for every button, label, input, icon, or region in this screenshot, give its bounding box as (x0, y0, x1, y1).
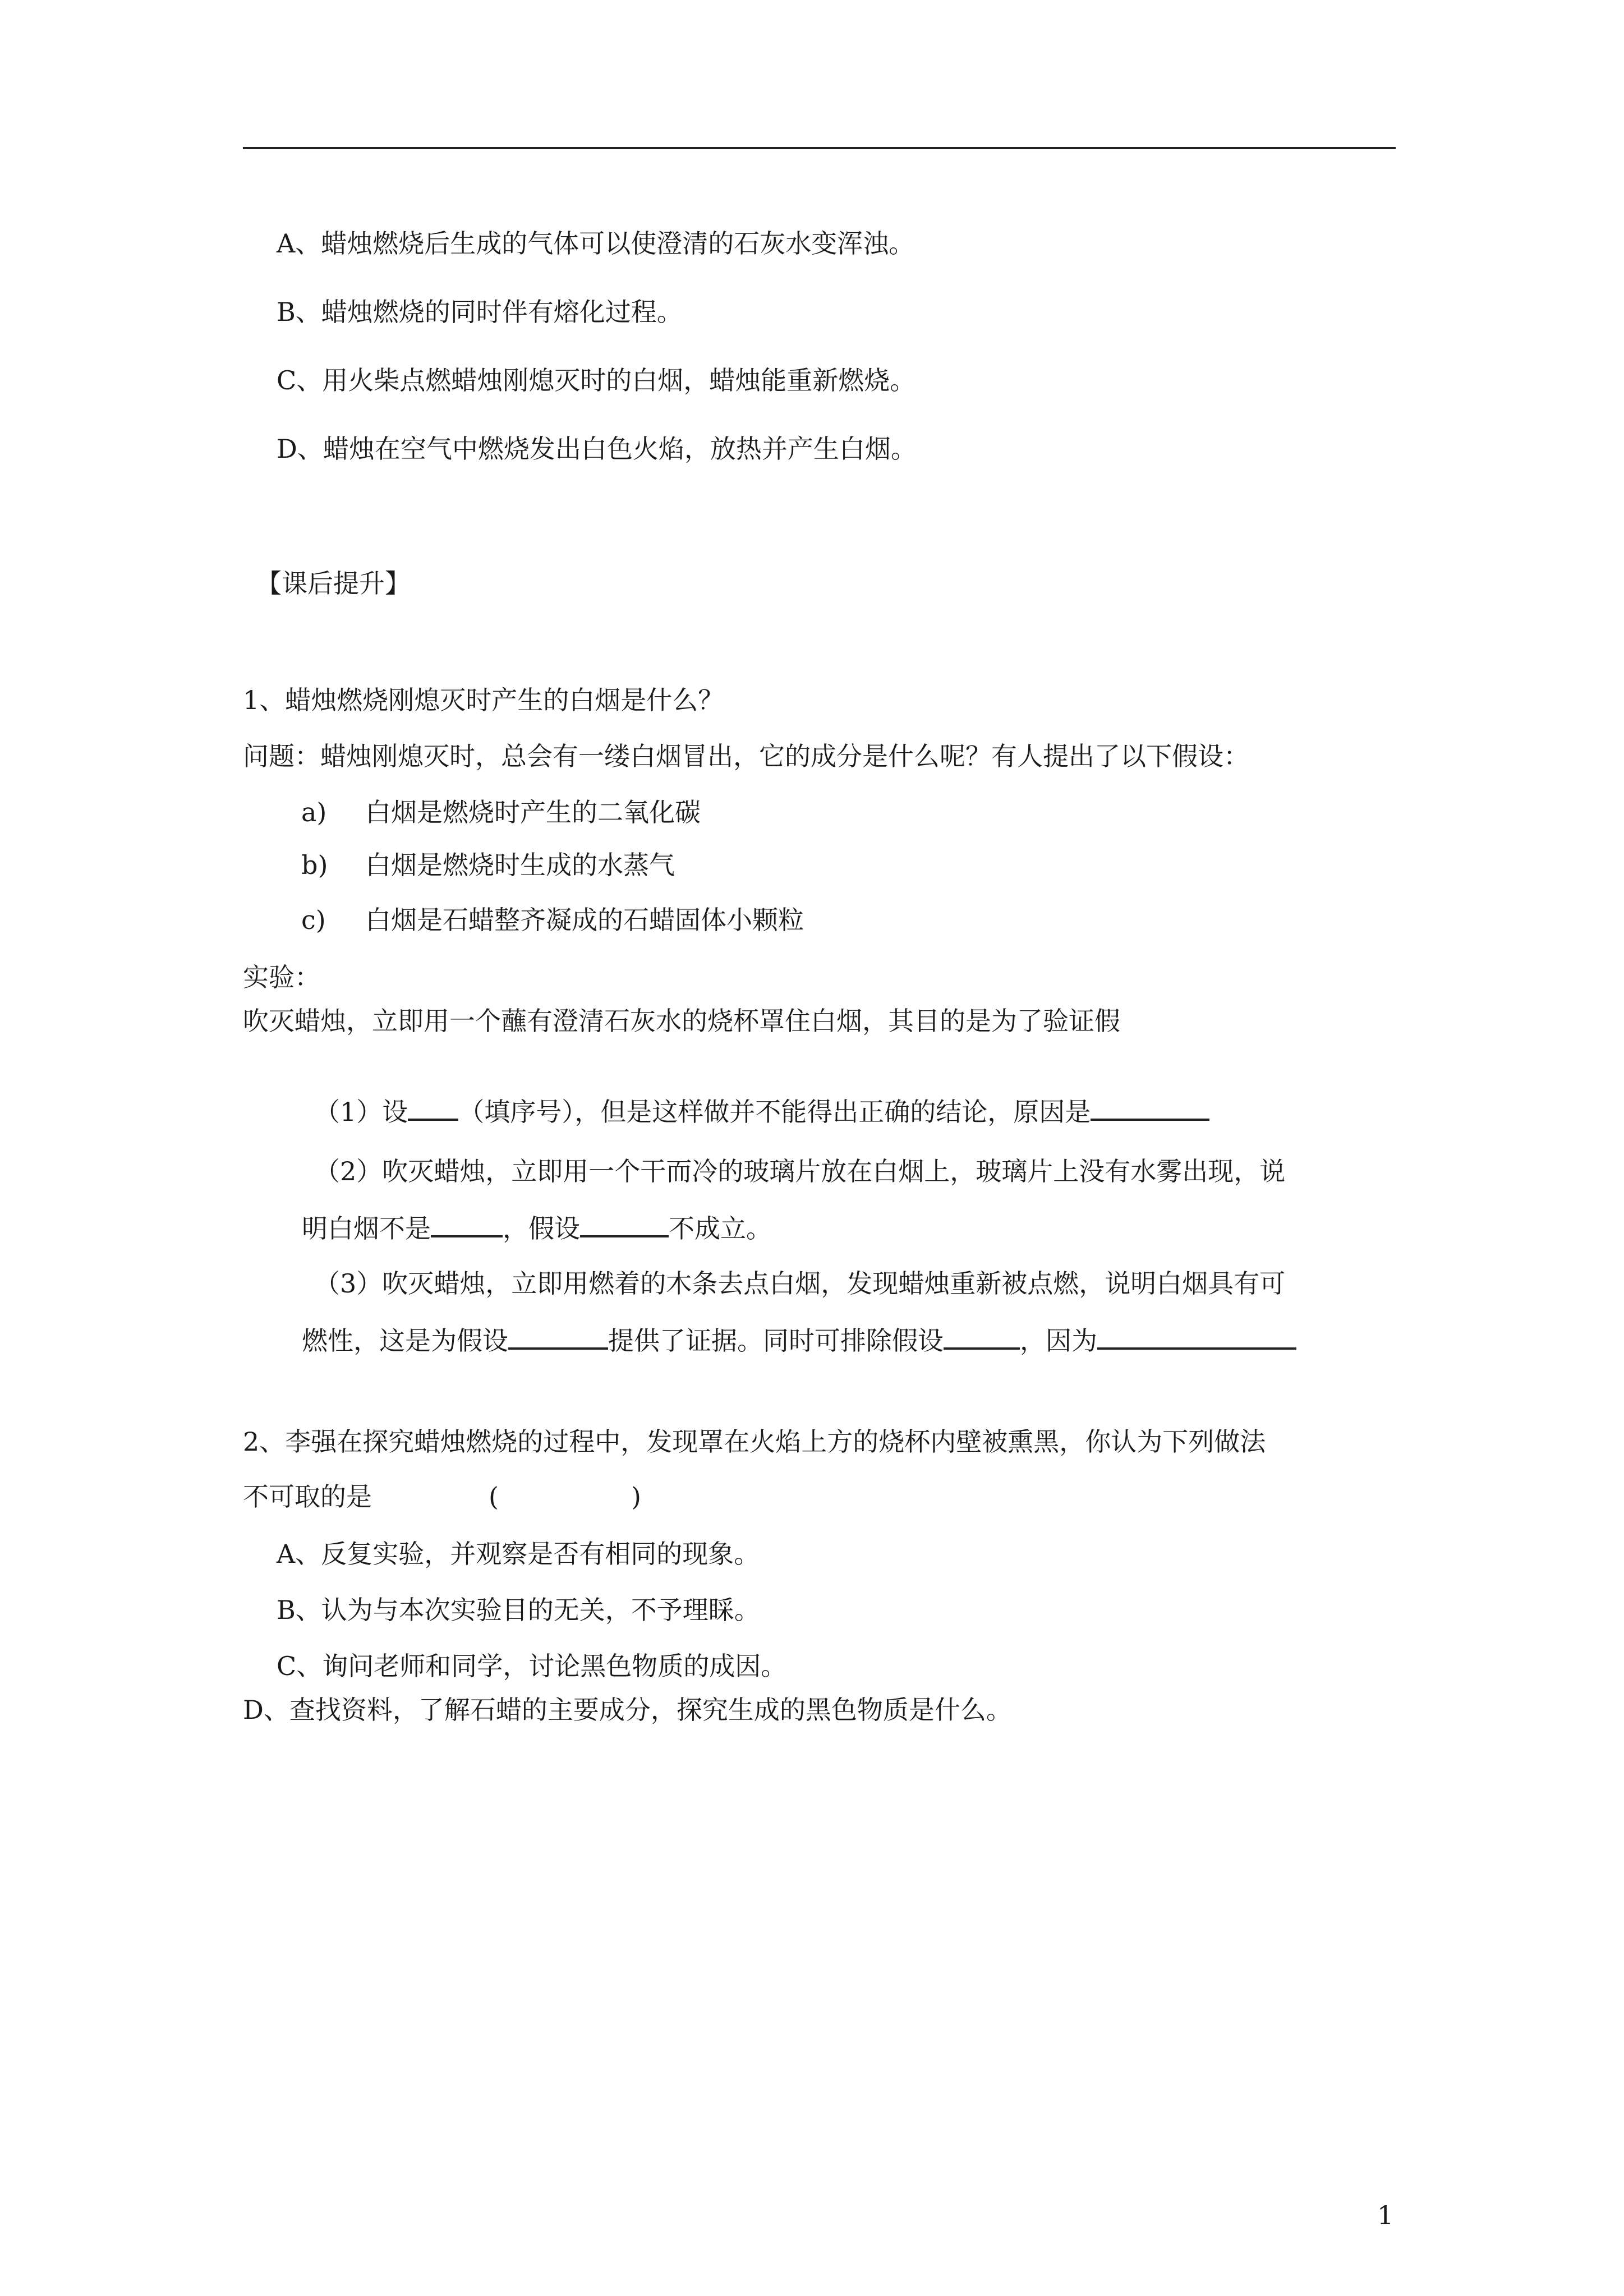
blank-reason[interactable] (1091, 1094, 1209, 1121)
option-b: B、蜡烛燃烧的同时伴有熔化过程。 (277, 297, 683, 327)
answer-slot[interactable] (499, 1481, 631, 1506)
option-c: C、用火柴点燃蜡烛刚熄灭时的白烟，蜡烛能重新燃烧。 (277, 365, 916, 395)
q1-part1-text-a: （1）设 (314, 1097, 408, 1127)
experiment-line: 吹灭蜡烛，立即用一个蘸有澄清石灰水的烧杯罩住白烟，其目的是为了验证假 (243, 1006, 1120, 1036)
q1-part2-line1: （2）吹灭蜡烛，立即用一个干而冷的玻璃片放在白烟上，玻璃片上没有水雾出现，说 (314, 1156, 1286, 1186)
q1-title: 1、蜡烛燃烧刚熄灭时产生的白烟是什么？ (243, 685, 724, 715)
section-title: 【课后提升】 (256, 568, 411, 599)
q1-part1 (314, 1094, 1209, 1129)
option-a: A、蜡烛燃烧后生成的气体可以使澄清的石灰水变浑浊。 (277, 228, 915, 259)
hypothesis-a-marker: a) (301, 797, 327, 827)
experiment-label: 实验： (243, 962, 320, 992)
hypothesis-c-marker: c) (301, 905, 326, 935)
page-number: 1 (1377, 2200, 1394, 2230)
q1-part3-text-c: ，因为 (1020, 1326, 1097, 1356)
q2-line1: 2、李强在探究蜡烛燃烧的过程中，发现罩在火焰上方的烧杯内壁被熏黑，你认为下列做法 (243, 1427, 1266, 1457)
q1-part3-line2 (302, 1323, 1296, 1358)
option-d: D、蜡烛在空气中燃烧发出白色火焰，放热并产生白烟。 (277, 434, 917, 464)
q2-option-b: B、认为与本次实验目的无关，不予理睬。 (277, 1595, 760, 1625)
blank-hypothesis-excluded[interactable] (944, 1323, 1020, 1350)
hypothesis-a-text: 白烟是燃烧时产生的二氧化碳 (365, 797, 701, 827)
answer-paren-close: ) (631, 1481, 641, 1512)
blank-hypothesis-number[interactable] (408, 1094, 458, 1121)
answer-paren-open: ( (489, 1481, 499, 1512)
blank-because[interactable] (1097, 1323, 1296, 1350)
q1-part3-text-a: 燃性，这是为假设 (302, 1326, 508, 1356)
hypothesis-b-marker: b) (301, 850, 328, 880)
q1-part2-text-a: 明白烟不是 (302, 1213, 431, 1244)
q2-option-d: D、查找资料，了解石蜡的主要成分，探究生成的黑色物质是什么。 (243, 1695, 1012, 1725)
q2-line2 (243, 1480, 641, 1513)
blank-not-substance[interactable] (431, 1211, 503, 1237)
q1-part1-text-b: （填序号），但是这样做并不能得出正确的结论，原因是 (458, 1097, 1091, 1127)
header-rule (243, 147, 1396, 149)
hypothesis-b-text: 白烟是燃烧时生成的水蒸气 (365, 850, 675, 880)
q1-part3-text-b: 提供了证据。同时可排除假设 (608, 1326, 944, 1356)
q2-line2-text: 不可取的是 (243, 1481, 372, 1512)
q2-option-a: A、反复实验，并观察是否有相同的现象。 (277, 1539, 760, 1569)
q1-part2-text-b: ，假设 (503, 1213, 580, 1244)
hypothesis-c-text: 白烟是石蜡整齐凝成的石蜡固体小颗粒 (365, 905, 804, 935)
blank-hypothesis-supported[interactable] (508, 1323, 608, 1350)
q1-part3-line1: （3）吹灭蜡烛，立即用燃着的木条去点白烟，发现蜡烛重新被点燃，说明白烟具有可 (314, 1268, 1286, 1299)
blank-hypothesis-rejected[interactable] (580, 1211, 669, 1237)
q1-part2-line2 (302, 1211, 772, 1245)
q1-question: 问题：蜡烛刚熄灭时，总会有一缕白烟冒出，它的成分是什么呢？有人提出了以下假设： (243, 741, 1249, 771)
q1-part2-text-c: 不成立。 (669, 1213, 772, 1244)
q2-option-c: C、询问老师和同学，讨论黑色物质的成因。 (277, 1651, 787, 1681)
